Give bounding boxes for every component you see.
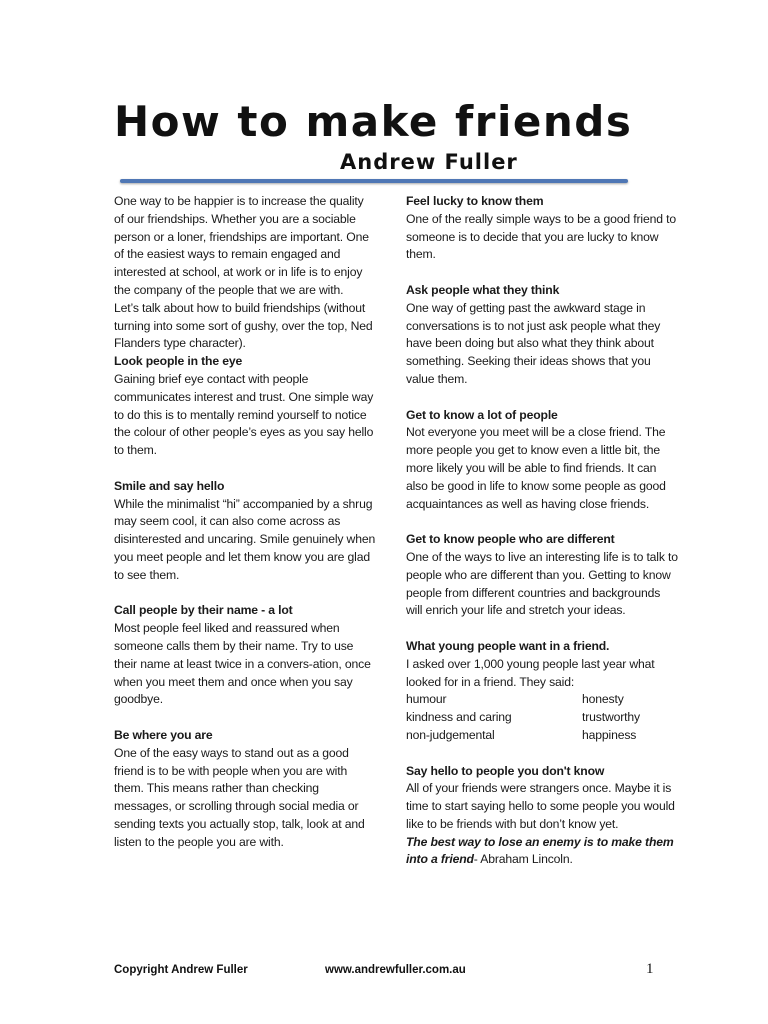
wants-section [406, 638, 678, 745]
tip-section [406, 193, 678, 264]
qualities-row [406, 691, 678, 709]
tip-section [114, 353, 376, 460]
footer-website-link[interactable]: www.andrewfuller.com.au [325, 964, 466, 976]
section-body: One way of getting past the awkward stage in conversations is to not just ask people what they have been doing but also what they think about something. Seeking their ideas shows that you value them. [406, 300, 661, 386]
section-heading: Feel lucky to know them [406, 194, 544, 208]
tip-section [114, 602, 376, 709]
qualities-row [406, 727, 678, 745]
section-heading: Ask people what they think [406, 282, 560, 297]
tip-section [114, 478, 376, 585]
document-author: Andrew Fuller [340, 150, 518, 174]
section-heading: Get to know a lot of people [406, 407, 558, 422]
section-body: One of the easy ways to stand out as a good friend is to be with people when you are with them. This means rather than checking messages, or scrolling through social media or sending texts you actually stop, talk, look at and listen to the people you are with. [114, 745, 365, 849]
right-column [406, 193, 678, 887]
quality-item: non-judgemental [406, 727, 495, 742]
footer-copyright: Copyright Andrew Fuller [114, 964, 248, 976]
quality-item: honesty [582, 692, 624, 707]
left-column [114, 193, 376, 869]
document-title: How to make friends [114, 97, 633, 146]
tip-section [406, 282, 678, 389]
section-heading: Call people by their name - a lot [114, 603, 293, 618]
section-body: One of the ways to live an interesting life is to talk to people who are different than you. Getting to know people from different countries and backgrounds will enrich your life and stretch your ideas. [406, 549, 678, 618]
quality-item: trustworthy [582, 710, 640, 725]
quote-text: The best way to lose an enemy is to make them into a friend [406, 834, 674, 867]
section-heading: Be where you are [114, 727, 213, 742]
title-divider [120, 179, 628, 183]
qualities-list [406, 691, 678, 744]
section-heading: Say hello to people you don't know [406, 763, 605, 778]
quote-attribution: - Abraham Lincoln. [473, 852, 573, 867]
section-body: All of your friends were strangers once. Maybe it is time to start saying hello to some people you would like to be friends with but don’t know yet. [406, 781, 675, 831]
tip-section [114, 727, 376, 852]
section-body: Most people feel liked and reassured when someone calls them by their name. Try to use their name at least twice in a convers-ation, once when you meet them and once when you say goodbye. [114, 621, 371, 707]
section-heading: Look people in the eye [114, 354, 243, 369]
section-heading: Get to know people who are different [406, 532, 615, 547]
section-body: While the minimalist “hi” accompanied by a shrug may seem cool, it can also come across as disinterested and uncaring. Smile genuinely when you meet people and let them know you are glad to see them. [114, 496, 376, 582]
section-body: Not everyone you meet will be a close friend. The more people you get to know even a little bit, the more likely you will be able to find friends. It can also be good in life to know some people as good acquaintances as well as having close friends. [406, 425, 666, 511]
intro-paragraph: One way to be happier is to increase the quality of our friendships. Whether you are a sociable person or a loner, friendships are important. One of the easiest ways to remain engaged and interested at school, at work or in life is to enjoy the company of the people that we are with. [114, 194, 369, 297]
tip-section [406, 531, 678, 620]
quality-item: humour [406, 692, 447, 707]
quality-item: happiness [582, 727, 637, 742]
qualities-row [406, 709, 678, 727]
closing-quote [406, 834, 678, 870]
quality-item: kindness and caring [406, 710, 512, 725]
hello-section [406, 763, 678, 870]
page-number: 1 [646, 961, 654, 977]
section-heading: What young people want in a friend. [406, 638, 610, 653]
section-body: Gaining brief eye contact with people communicates interest and trust. One simple way to do this is to mentally remind yourself to notice the colour of other people’s eyes as you say hello to them. [114, 371, 374, 458]
section-heading: Smile and say hello [114, 478, 225, 493]
tip-section [406, 407, 678, 514]
section-body: I asked over 1,000 young people last year what looked for in a friend. They said: [406, 656, 655, 689]
intro-paragraph: Let’s talk about how to build friendships (without turning into some sort of gushy, over the top, Ned Flanders type character). [114, 300, 373, 351]
section-body: One of the really simple ways to be a good friend to someone is to decide that you are lucky to know them. [406, 211, 676, 262]
